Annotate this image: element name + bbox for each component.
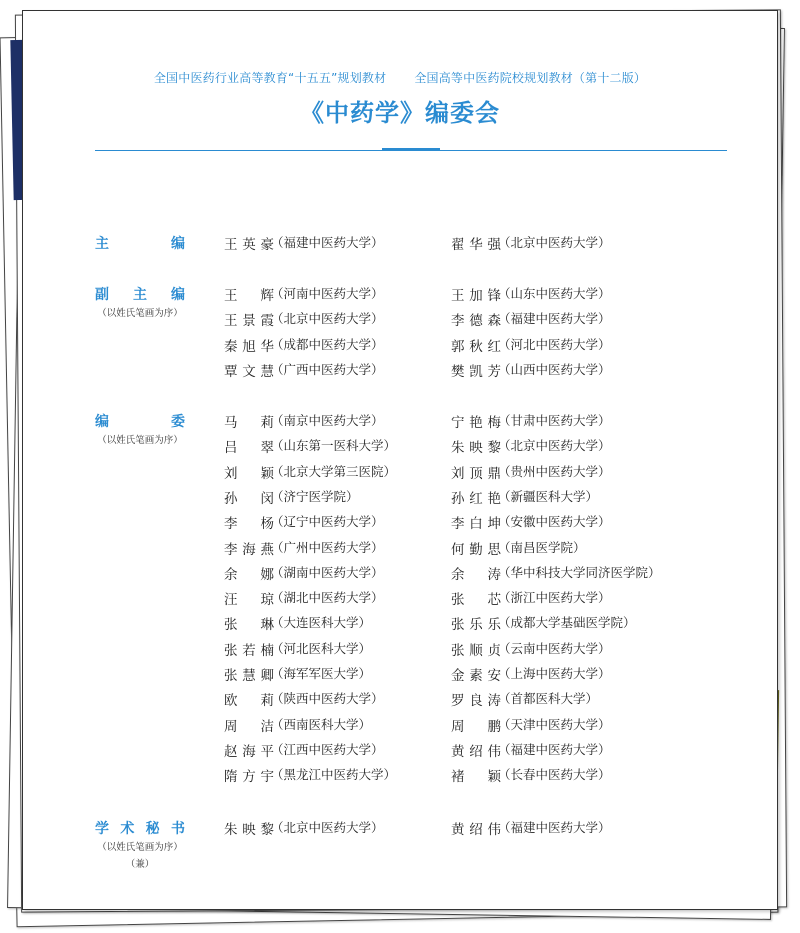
member-affiliation: （上海中医药大学） bbox=[498, 666, 611, 681]
member-name: 张 芯 bbox=[451, 592, 501, 609]
member-affiliation: （河南中医药大学） bbox=[271, 286, 384, 301]
member-affiliation: （南昌医学院） bbox=[498, 539, 586, 555]
member-affiliation: （北京中医药大学） bbox=[271, 820, 384, 835]
member-name: 刘 顶 鼎 bbox=[451, 465, 501, 482]
member-name: 秦 旭 华 bbox=[224, 338, 274, 355]
member-name: 赵 海 平 bbox=[224, 743, 274, 760]
member-name: 孙 红 艳 bbox=[451, 490, 501, 507]
member-name: 张 乐 乐 bbox=[451, 617, 501, 634]
member-name: 张 顺 贞 bbox=[451, 642, 501, 659]
member-name: 李 白 坤 bbox=[451, 516, 501, 533]
role-label: 编 委 bbox=[95, 414, 185, 430]
member-affiliation: （济宁医学院） bbox=[271, 488, 359, 504]
member-name: 褚 颖 bbox=[451, 769, 501, 786]
member-affiliation: （湖北中医药大学） bbox=[271, 590, 384, 606]
member-affiliation: （云南中医药大学） bbox=[498, 640, 611, 656]
member-affiliation: （山东第一医科大学） bbox=[271, 438, 397, 454]
member-name: 孙 闵 bbox=[224, 490, 274, 507]
role-label: 学 术 秘 书 bbox=[95, 821, 185, 837]
member-name: 罗 良 涛 bbox=[451, 693, 501, 710]
member-name: 郭 秋 红 bbox=[451, 338, 501, 355]
role-label: 主 编 bbox=[95, 236, 185, 252]
member-affiliation: （福建中医药大学） bbox=[498, 311, 611, 327]
member-affiliation: （成都中医药大学） bbox=[271, 336, 384, 352]
member-affiliation: （安徽中医药大学） bbox=[498, 514, 611, 530]
member-affiliation: （北京中医药大学） bbox=[498, 235, 611, 250]
member-affiliation: （首都医科大学） bbox=[498, 691, 599, 707]
series-line bbox=[23, 69, 777, 86]
member-name: 马 莉 bbox=[224, 415, 274, 431]
member-name: 黄 绍 伟 bbox=[451, 743, 501, 760]
member-name: 张 慧 卿 bbox=[224, 668, 274, 684]
member-affiliation: （广州中医药大学） bbox=[271, 539, 384, 555]
member-affiliation: （西南医科大学） bbox=[271, 716, 372, 732]
member-affiliation: （北京中医药大学） bbox=[498, 438, 611, 454]
member-affiliation: （黑龙江中医药大学） bbox=[271, 767, 397, 783]
role-heading bbox=[95, 818, 185, 872]
title-divider-accent bbox=[382, 148, 440, 151]
role-heading bbox=[95, 284, 185, 321]
member-name: 欧 莉 bbox=[224, 693, 274, 710]
member-affiliation: （河北中医药大学） bbox=[498, 336, 611, 352]
member-affiliation: （福建中医药大学） bbox=[498, 820, 611, 835]
member-affiliation: （成都大学基础医学院） bbox=[498, 615, 636, 631]
member-name: 黄 绍 伟 bbox=[451, 822, 501, 838]
member-name: 王 辉 bbox=[224, 288, 274, 304]
series-left: 全国中医药行业高等教育“十五五”规划教材 bbox=[153, 71, 387, 85]
member-name: 余 娜 bbox=[224, 566, 274, 583]
page-title: 《中药学》编委会 bbox=[300, 99, 500, 127]
member-name: 宁 艳 梅 bbox=[451, 415, 501, 431]
member-name: 朱 映 黎 bbox=[451, 440, 501, 457]
member-name: 王 景 霞 bbox=[224, 313, 274, 330]
member-name: 王 英 豪 bbox=[224, 237, 274, 253]
member-name: 王 加 锋 bbox=[451, 288, 501, 304]
role-label: 副 主 编 bbox=[95, 287, 185, 303]
member-affiliation: （长春中医药大学） bbox=[498, 767, 611, 783]
role-heading bbox=[95, 233, 185, 253]
series-right: 全国高等中医药院校规划教材（第十二版） bbox=[414, 71, 647, 85]
member-affiliation: （福建中医药大学） bbox=[271, 235, 384, 250]
member-affiliation: （辽宁中医药大学） bbox=[271, 514, 384, 530]
document-page bbox=[22, 10, 778, 910]
member-name: 樊 凯 芳 bbox=[451, 363, 501, 380]
member-affiliation: （浙江中医药大学） bbox=[498, 590, 611, 606]
member-name: 隋 方 宇 bbox=[224, 769, 274, 786]
member-name: 朱 映 黎 bbox=[224, 822, 274, 838]
member-affiliation: （北京中医药大学） bbox=[271, 311, 384, 327]
member-affiliation: （贵州中医药大学） bbox=[498, 463, 611, 479]
member-name: 吕 翠 bbox=[224, 440, 274, 457]
member-name: 翟 华 强 bbox=[451, 237, 501, 253]
member-affiliation: （福建中医药大学） bbox=[498, 741, 611, 757]
member-affiliation: （河北医科大学） bbox=[271, 640, 372, 656]
member-name: 余 涛 bbox=[451, 566, 501, 583]
member-name: 周 洁 bbox=[224, 718, 274, 735]
member-name: 李 海 燕 bbox=[224, 541, 274, 558]
role-note: （以姓氏笔画为序） bbox=[97, 842, 183, 853]
member-name: 金 素 安 bbox=[451, 668, 501, 684]
member-affiliation: （北京大学第三医院） bbox=[271, 463, 397, 479]
role-heading bbox=[95, 411, 185, 448]
member-affiliation: （湖南中医药大学） bbox=[271, 564, 384, 580]
member-name: 李 德 森 bbox=[451, 313, 501, 330]
role-note: （兼） bbox=[125, 859, 155, 870]
member-name: 张 若 楠 bbox=[224, 642, 274, 659]
member-affiliation: （甘肃中医药大学） bbox=[498, 413, 611, 428]
role-note: （以姓氏笔画为序） bbox=[97, 435, 183, 446]
member-affiliation: （新疆医科大学） bbox=[498, 488, 599, 504]
role-note: （以姓氏笔画为序） bbox=[97, 308, 183, 319]
member-affiliation: （华中科技大学同济医学院） bbox=[498, 564, 661, 580]
member-affiliation: （海军军医大学） bbox=[271, 666, 372, 681]
member-affiliation: （大连医科大学） bbox=[271, 615, 372, 631]
member-affiliation: （山东中医药大学） bbox=[498, 286, 611, 301]
member-name: 张 琳 bbox=[224, 617, 274, 634]
member-name: 周 鹏 bbox=[451, 718, 501, 735]
member-affiliation: （广西中医药大学） bbox=[271, 361, 384, 377]
member-affiliation: （江西中医药大学） bbox=[271, 741, 384, 757]
member-name: 刘 颖 bbox=[224, 465, 274, 482]
member-name: 何 勤 思 bbox=[451, 541, 501, 558]
member-affiliation: （山西中医药大学） bbox=[498, 361, 611, 377]
member-name: 汪 琼 bbox=[224, 592, 274, 609]
member-affiliation: （天津中医药大学） bbox=[498, 716, 611, 732]
member-name: 覃 文 慧 bbox=[224, 363, 274, 380]
member-name: 李 杨 bbox=[224, 516, 274, 533]
member-affiliation: （南京中医药大学） bbox=[271, 413, 384, 428]
member-affiliation: （陕西中医药大学） bbox=[271, 691, 384, 707]
